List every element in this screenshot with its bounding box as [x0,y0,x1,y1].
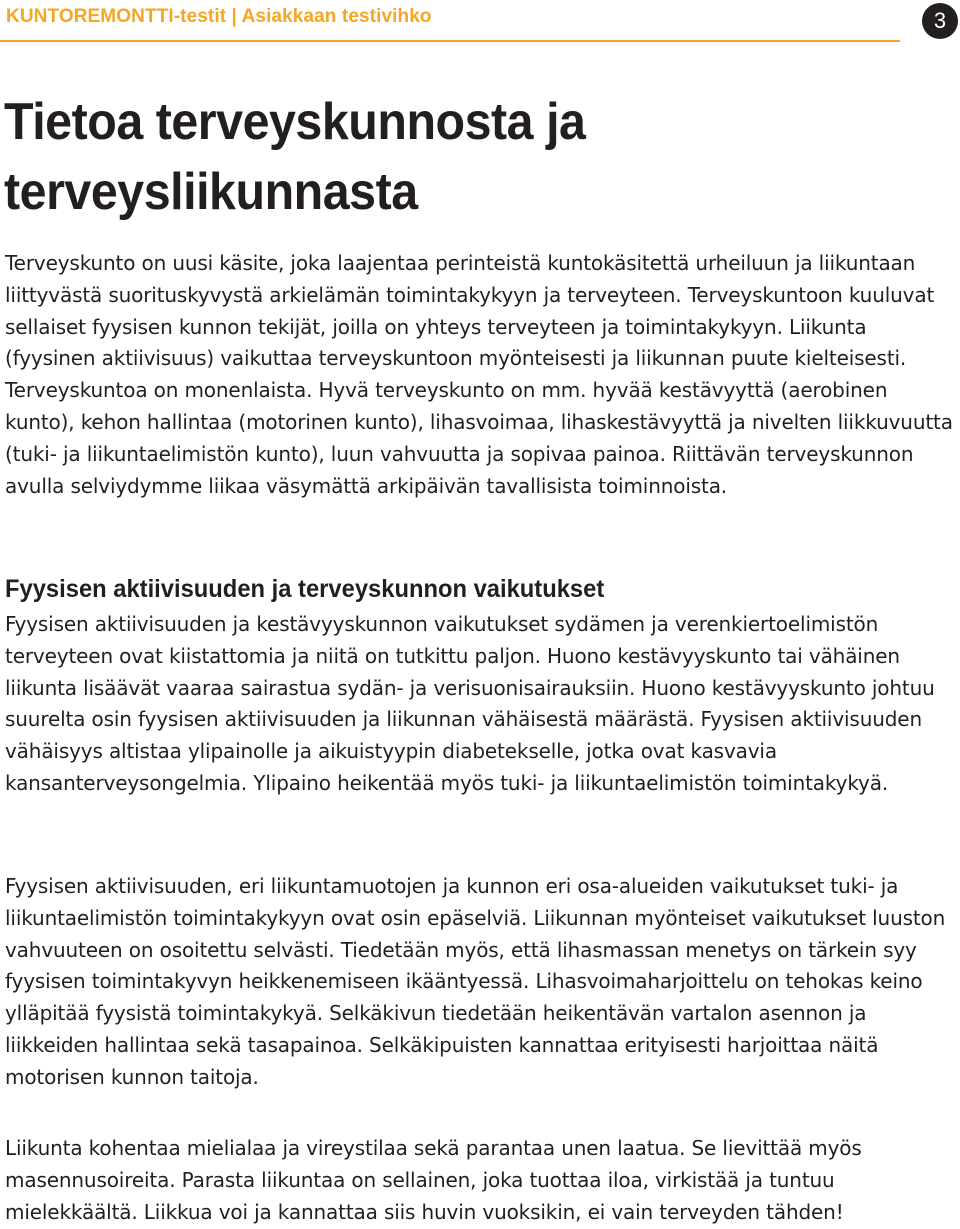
intro-paragraph: Terveyskunto on uusi käsite, joka laajentaa perinteistä kuntokäsitettä urheiluun ja liikuntaan liittyvästä suorituskyvystä arkielämän toimintakykyyn ja terveyteen. Terveyskuntoon kuuluvat sellaiset fyysisen kunnon tekijät, joilla on yhteys terveyteen ja toimintakykyyn. Liikunta (fyysinen aktiivisuus) vaikuttaa terveyskuntoon myönteisesti ja liikunnan puute kielteisesti. Terveyskuntoa on monenlaista. Hyvä terveyskunto on mm. hyvää kestävyyttä (aerobinen kunto), kehon hallintaa (motorinen kunto), lihasvoimaa, lihaskestävyyttä ja nivelten liikkuvuutta (tuki- ja liikuntaelimistön kunto), luun vahvuutta ja sopivaa painoa. Riittävän terveyskunnon avulla selviydymme liikaa väsymättä arkipäivän tavallisista toiminnoista. [5,251,953,498]
header-rule [0,40,900,42]
section-paragraph-2: Fyysisen aktiivisuuden, eri liikuntamuotojen ja kunnon eri osa-alueiden vaikutukset tuki- ja liikuntaelimistön toimintakykyyn ovat osin epäselviä. Liikunnan myönteiset vaikutukset luuston vahvuuteen on osoitettu selvästi. Tiedetään myös, että lihasmassan menetys on tärkein syy fyysisen toimintakyvyn heikkenemiseen ikääntyessä. Lihasvoimaharjoittelu on tehokas keino ylläpitää fyysistä toimintakykyä. Selkäkivun tiedetään heikentävän vartalon asennon ja liikkeiden hallintaa sekä tasapainoa. Selkäkipuisten kannattaa erityisesti harjoittaa näitä motorisen kunnon taitoja. [5,874,946,1089]
page-number-badge [922,3,958,39]
page-header [0,0,960,44]
page-number: 3 [933,8,947,33]
section-heading: Fyysisen aktiivisuuden ja terveyskunnon vaikutukset [5,575,605,603]
section-paragraph-1: Fyysisen aktiivisuuden ja kestävyyskunnon vaikutukset sydämen ja verenkiertoelimistön terveyteen ovat kiistattomia ja niitä on tutkittu paljon. Huono kestävyyskunto tai vähäinen liikunta lisäävät vaaraa sairastua sydän- ja verisuonisairauksiin. Huono kestävyyskunto johtuu suurelta osin fyysisen aktiivisuuden ja liikunnan vähäisestä määrästä. Fyysisen aktiivisuuden vähäisyys altistaa ylipainolle ja aikuistyypin diabetekselle, jotka ovat kasvavia kansanterveysongelmia. Ylipaino heikentää myös tuki- ja liikuntaelimistön toimintakykyä. [5,612,935,795]
section-paragraph-3: Liikunta kohentaa mielialaa ja vireystilaa sekä parantaa unen laatua. Se lievittää myös masennusoireita. Parasta liikuntaa on sellainen, joka tuottaa iloa, virkistää ja tuntuu mielekkäältä. Liikkua voi ja kannattaa siis huvin vuoksikin, ei vain terveyden tähden! [5,1136,862,1224]
page-title: Tietoa terveyskunnosta ja terveysliikunnasta [4,93,586,221]
running-title: KUNTOREMONTTI-testit | Asiakkaan testivihko [6,6,432,27]
